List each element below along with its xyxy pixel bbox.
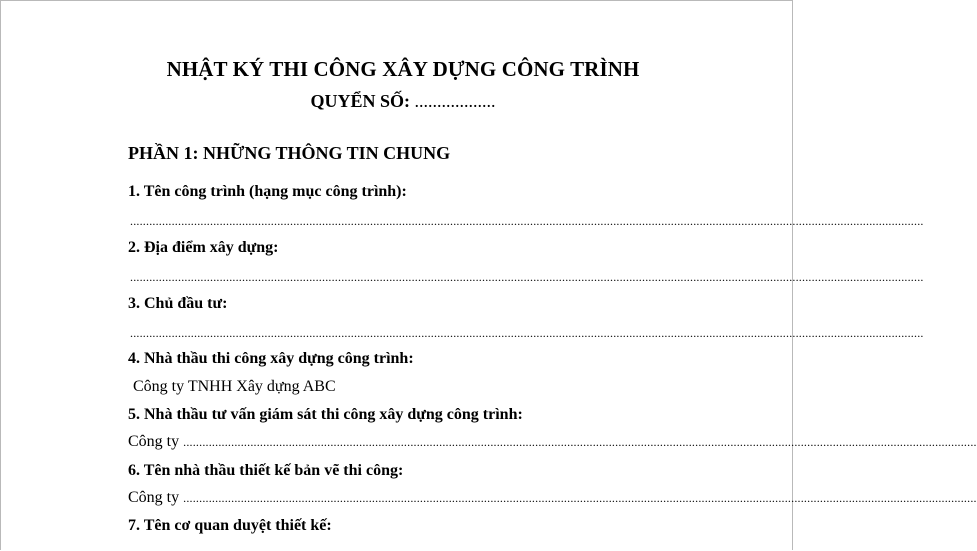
location-blank: ........................................................................................................................................................................................................................................................ (130, 270, 924, 284)
contractor-value: Công ty TNHH Xây dựng ABC (133, 378, 336, 395)
investor-blank: ........................................................................................................................................................................................................................................................ (130, 326, 924, 340)
item-location-label: 2. Địa điểm xây dựng: (128, 239, 279, 256)
part-title: PHẦN 1: NHỮNG THÔNG TIN CHUNG (128, 143, 451, 163)
volume-value: .................. (410, 91, 496, 111)
volume-label: QUYỂN SỐ: (310, 91, 410, 111)
designer-field (128, 489, 977, 507)
item-supervisor-label: 5. Nhà thầu tư vấn giám sát thi công xây dựng công trình: (128, 406, 523, 423)
item-contractor-label: 4. Nhà thầu thi công xây dựng công trình: (128, 350, 414, 367)
supervisor-prefix: Công ty (128, 433, 180, 450)
document-title: NHẬT KÝ THI CÔNG XÂY DỰNG CÔNG TRÌNH (166, 57, 640, 81)
designer-prefix: Công ty (128, 489, 180, 506)
volume-number (0, 91, 806, 112)
item-investor-label: 3. Chủ đầu tư: (128, 295, 228, 312)
supervisor-field (128, 433, 977, 451)
item-project-name-label: 1. Tên công trình (hạng mục công trình): (128, 183, 407, 200)
item-approval-agency-label: 7. Tên cơ quan duyệt thiết kế: (128, 517, 332, 534)
designer-blank: ........................................................................................................................................................................................................................................................ (183, 491, 977, 505)
project-name-blank: ........................................................................................................................................................................................................................................................ (130, 214, 924, 228)
item-designer-label: 6. Tên nhà thầu thiết kế bản vẽ thi công: (128, 462, 404, 479)
supervisor-blank: ........................................................................................................................................................................................................................................................ (183, 435, 977, 449)
